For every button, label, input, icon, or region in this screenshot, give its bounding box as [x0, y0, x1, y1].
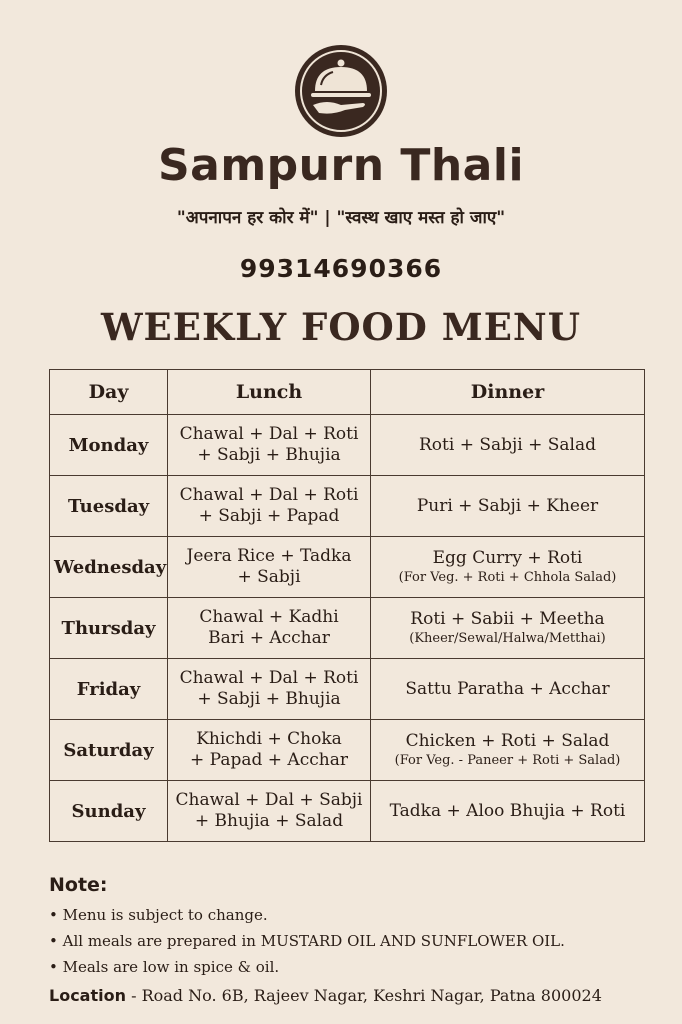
column-header-day: Day [50, 370, 168, 415]
dinner-text: Roti + Sabii + Meetha [410, 608, 605, 629]
dinner-cell [371, 781, 645, 842]
day-cell: Tuesday [50, 476, 168, 537]
dinner-cell [371, 415, 645, 476]
table-row [50, 415, 645, 476]
dinner-cell [371, 476, 645, 537]
dinner-note: (For Veg. + Roti + Chhola Salad) [398, 569, 617, 585]
dinner-text: Chicken + Roti + Salad [405, 730, 610, 751]
location-label: Location [49, 986, 126, 1005]
dinner-cell [371, 720, 645, 781]
cloche-hand-icon [293, 43, 389, 139]
dinner-note: (For Veg. - Paneer + Roti + Salad) [394, 752, 621, 768]
day-cell: Monday [50, 415, 168, 476]
table-row [50, 720, 645, 781]
table-row [50, 476, 645, 537]
notes-section [49, 874, 659, 980]
column-header-lunch: Lunch [168, 370, 371, 415]
day-cell: Saturday [50, 720, 168, 781]
note-item: • Meals are low in spice & oil. [49, 954, 659, 980]
note-item: • Menu is subject to change. [49, 902, 659, 928]
tagline: "अपनापन हर कोर में" | "स्वस्थ खाए मस्त हो जाए" [176, 208, 506, 228]
day-cell: Sunday [50, 781, 168, 842]
page-title: WEEKLY FOOD MENU [101, 305, 581, 349]
lunch-cell: Khichdi + Choka + Papad + Acchar [168, 720, 371, 781]
column-header-dinner: Dinner [371, 370, 645, 415]
location-address: - Road No. 6B, Rajeev Nagar, Keshri Nagar, Patna 800024 [125, 986, 602, 1005]
dinner-text: Roti + Sabji + Salad [418, 434, 596, 455]
phone-number: 99314690366 [239, 254, 443, 283]
table-header-row [50, 370, 645, 415]
dinner-note: (Kheer/Sewal/Halwa/Metthai) [409, 630, 606, 646]
location-line [49, 986, 669, 1005]
dinner-text: Sattu Paratha + Acchar [405, 678, 610, 699]
note-item: • All meals are prepared in MUSTARD OIL AND SUNFLOWER OIL. [49, 928, 659, 954]
table-row [50, 598, 645, 659]
dinner-cell [371, 598, 645, 659]
dinner-text: Egg Curry + Roti [432, 547, 583, 568]
lunch-cell: Chawal + Dal + Roti + Sabji + Bhujia [168, 415, 371, 476]
table-row [50, 537, 645, 598]
dinner-text: Tadka + Aloo Bhujia + Roti [389, 800, 626, 821]
weekly-menu-table [49, 369, 645, 842]
lunch-cell: Chawal + Kadhi Bari + Acchar [168, 598, 371, 659]
dinner-cell [371, 659, 645, 720]
lunch-cell: Chawal + Dal + Roti + Sabji + Bhujia [168, 659, 371, 720]
lunch-cell: Chawal + Dal + Sabji + Bhujia + Salad [168, 781, 371, 842]
brand-name: Sampurn Thali [157, 140, 525, 191]
day-cell: Wednesday [50, 537, 168, 598]
lunch-cell: Jeera Rice + Tadka + Sabji [168, 537, 371, 598]
dinner-cell [371, 537, 645, 598]
notes-list [49, 902, 659, 980]
day-cell: Thursday [50, 598, 168, 659]
notes-heading: Note: [49, 874, 108, 896]
dinner-text: Puri + Sabji + Kheer [416, 495, 599, 516]
lunch-cell: Chawal + Dal + Roti + Sabji + Papad [168, 476, 371, 537]
table-row [50, 781, 645, 842]
table-row [50, 659, 645, 720]
day-cell: Friday [50, 659, 168, 720]
